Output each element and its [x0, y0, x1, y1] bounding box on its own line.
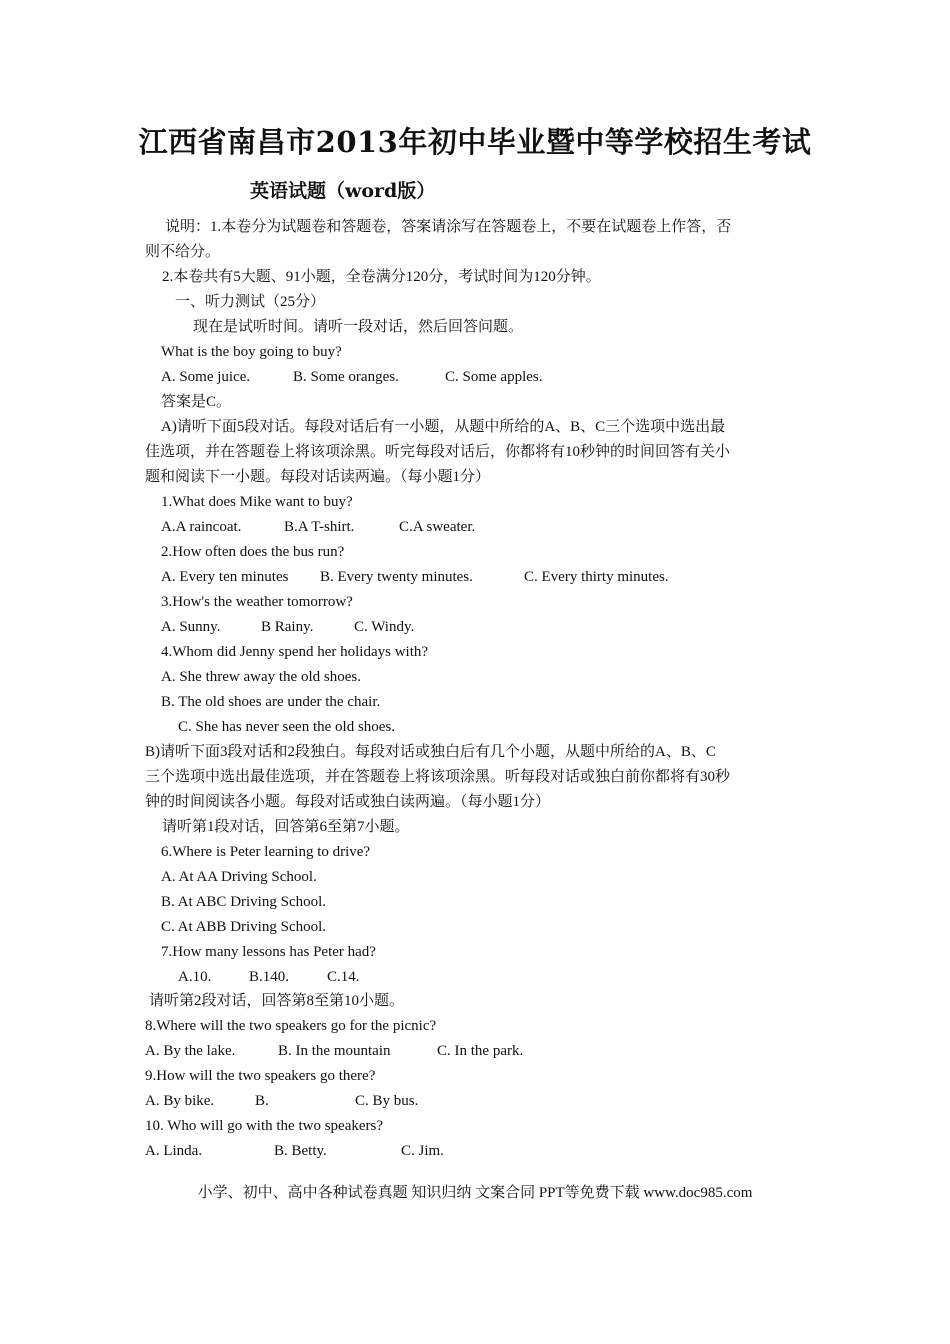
- option-text: B. At ABC Driving School.: [161, 894, 327, 910]
- option-text: C. In the park.: [437, 1043, 524, 1059]
- option-text: B. The old shoes are under the chair.: [161, 694, 381, 710]
- question-text: 2.How often does the bus run?: [161, 544, 345, 560]
- dialogue-heading: 请听第1段对话，回答第6至第7小题。: [162, 819, 410, 835]
- option-text: A. Every ten minutes: [161, 569, 289, 585]
- answer-text: 答案是C。: [161, 394, 232, 410]
- part-a-instruction: 题和阅读下一小题。每段对话读两遍。（每小题1分）: [145, 469, 491, 485]
- instructions-line: 2.本卷共有5大题、91小题，全卷满分120分，考试时间为120分钟。: [162, 269, 601, 285]
- option-text: B.: [255, 1093, 269, 1109]
- option-text: C.A sweater.: [399, 519, 476, 535]
- instructions-line: 则不给分。: [145, 244, 221, 260]
- option-text: B Rainy.: [261, 619, 314, 635]
- question-text: 9.How will the two speakers go there?: [145, 1068, 376, 1084]
- part-a-instruction: 佳选项，并在答题卷上将该项涂黑。听完每段对话后，你都将有10秒钟的时间回答有关小: [145, 444, 731, 460]
- part-b-instruction: 三个选项中选出最佳选项，并在答题卷上将该项涂黑。听每段对话或独白前你都将有30秒: [145, 769, 731, 785]
- section-heading: 一、听力测试（25分）: [175, 294, 326, 310]
- option-text: C. By bus.: [355, 1093, 419, 1109]
- option-text: C. Windy.: [354, 619, 415, 635]
- option-text: C. At ABB Driving School.: [161, 919, 327, 935]
- option-text: A. Sunny.: [161, 619, 221, 635]
- option-text: A. By the lake.: [145, 1043, 236, 1059]
- option-text: C. Jim.: [401, 1143, 444, 1159]
- document-subtitle: 英语试题（word版）: [250, 180, 436, 202]
- page-footer: 小学、初中、高中各种试卷真题 知识归纳 文案合同 PPT等免费下载 www.doc985.com: [197, 1185, 753, 1201]
- part-a-instruction: A)请听下面5段对话。每段对话后有一小题，从题中所给的A、B、C三个选项中选出最: [161, 419, 726, 435]
- instructions-line: 说明：1.本卷分为试题卷和答题卷，答案请涂写在答题卷上，不要在试题卷上作答，否: [165, 219, 732, 235]
- question-text: 7.How many lessons has Peter had?: [161, 944, 376, 960]
- document-title: 江西省南昌市2013年初中毕业暨中等学校招生考试: [138, 125, 812, 159]
- question-text: 8.Where will the two speakers go for the picnic?: [145, 1018, 437, 1034]
- option-text: A. Linda.: [145, 1143, 203, 1159]
- part-b-instruction: 钟的时间阅读各小题。每段对话或独白读两遍。（每小题1分）: [145, 794, 551, 810]
- option-text: A. Some juice.: [161, 369, 251, 385]
- question-text: 6.Where is Peter learning to drive?: [161, 844, 371, 860]
- option-text: A. By bike.: [145, 1093, 215, 1109]
- option-text: B. In the mountain: [278, 1043, 391, 1059]
- option-text: C. Some apples.: [445, 369, 543, 385]
- option-text: A.10.: [178, 969, 212, 985]
- question-text: 4.Whom did Jenny spend her holidays with?: [161, 644, 429, 660]
- option-text: A.A raincoat.: [161, 519, 242, 535]
- option-text: B. Every twenty minutes.: [320, 569, 473, 585]
- dialogue-heading: 请听第2段对话，回答第8至第10小题。: [149, 993, 405, 1009]
- option-text: B. Some oranges.: [293, 369, 399, 385]
- question-text: What is the boy going to buy?: [161, 344, 342, 360]
- question-text: 10. Who will go with the two speakers?: [145, 1118, 384, 1134]
- option-text: B. Betty.: [274, 1143, 327, 1159]
- question-text: 3.How's the weather tomorrow?: [161, 594, 353, 610]
- option-text: C. Every thirty minutes.: [524, 569, 669, 585]
- part-b-instruction: B)请听下面3段对话和2段独白。每段对话或独白后有几个小题，从题中所给的A、B、C: [145, 744, 716, 760]
- option-text: C. She has never seen the old shoes.: [178, 719, 396, 735]
- option-text: B.A T-shirt.: [284, 519, 355, 535]
- option-text: B.140.: [249, 969, 290, 985]
- option-text: C.14.: [327, 969, 360, 985]
- option-text: A. She threw away the old shoes.: [161, 669, 361, 685]
- trial-instruction: 现在是试听时间。请听一段对话，然后回答问题。: [193, 319, 524, 335]
- option-text: A. At AA Driving School.: [161, 869, 317, 885]
- question-text: 1.What does Mike want to buy?: [161, 494, 353, 510]
